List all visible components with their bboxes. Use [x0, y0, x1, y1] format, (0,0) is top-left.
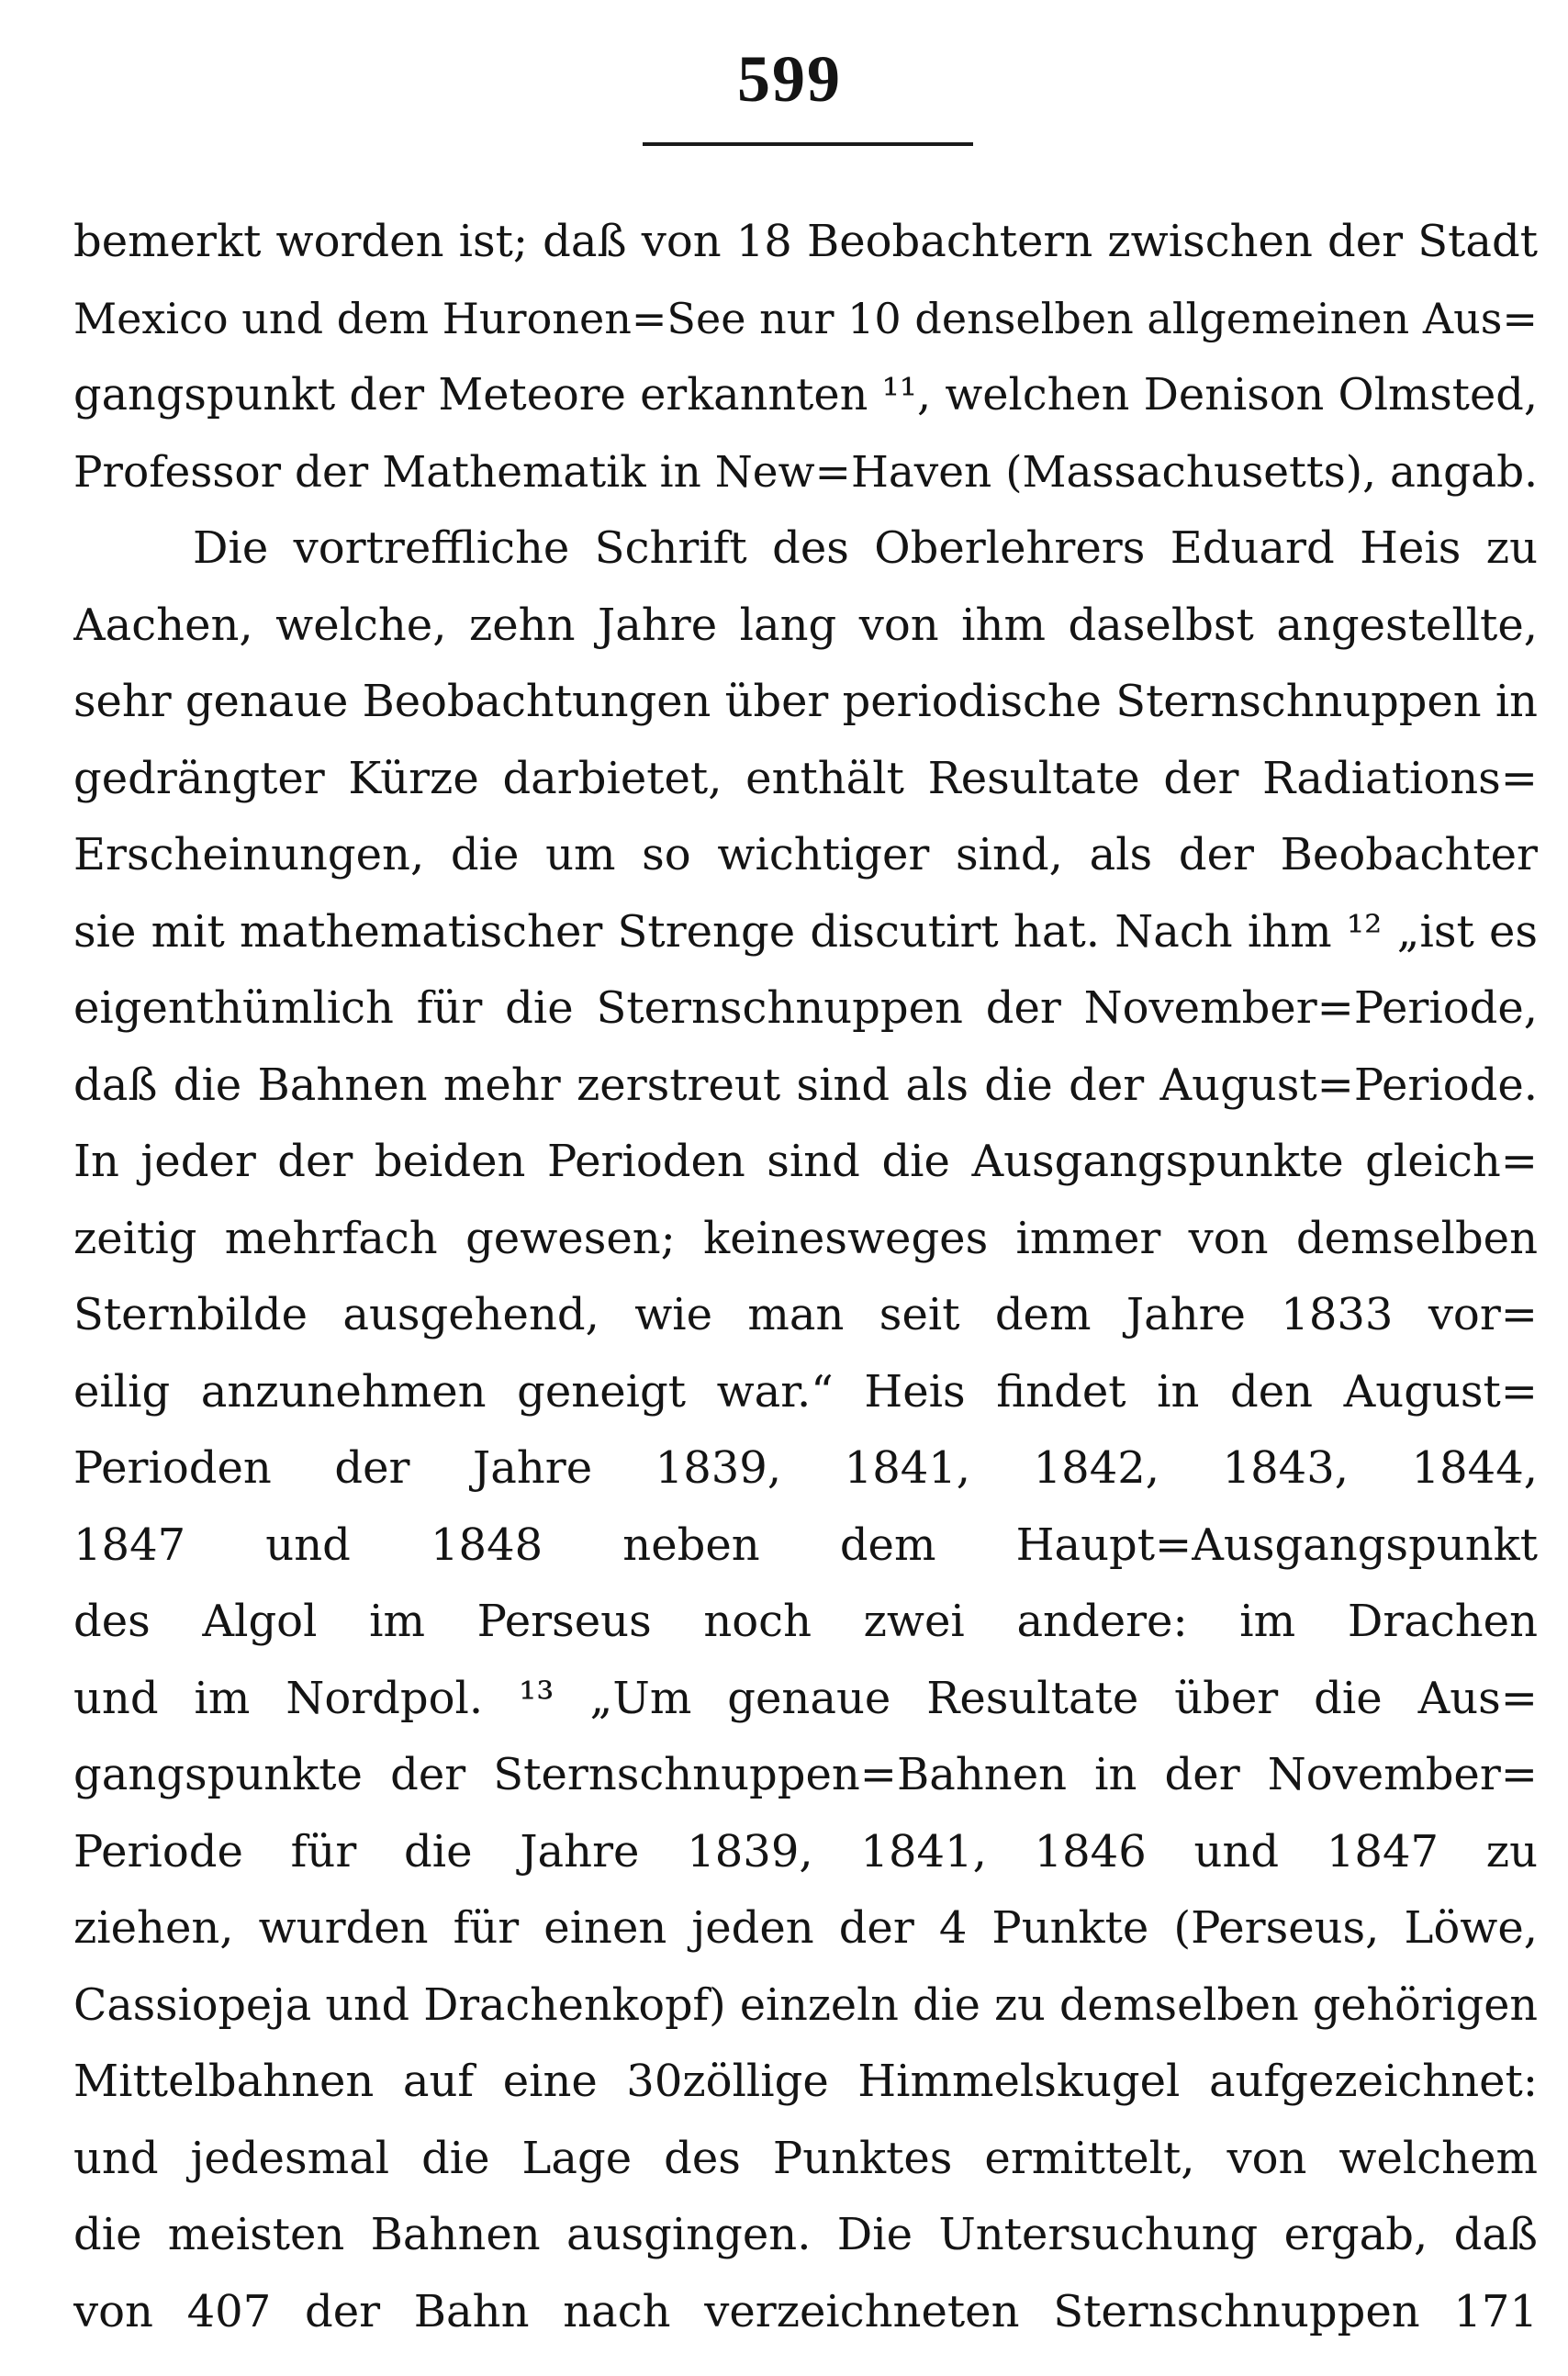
- text-line: des Algol im Perseus noch zwei andere: im Drachen: [73, 1596, 1538, 1647]
- text-line: gedrängter Kürze darbietet, enthält Resultate der Radiations=: [73, 752, 1538, 804]
- text-line: Professor der Mathematik in New=Haven (Massachusetts), angab.: [73, 446, 1538, 498]
- text-line: und im Nordpol. ¹³ „Um genaue Resultate über die Aus=: [73, 1672, 1538, 1724]
- text-line: zeitig mehrfach gewesen; keinesweges immer von demselben: [73, 1212, 1538, 1264]
- text-line: Perioden der Jahre 1839, 1841, 1842, 1843, 1844,: [73, 1442, 1538, 1494]
- text-line: Mexico und dem Huronen=See nur 10 denselben allgemeinen Aus=: [73, 293, 1538, 343]
- text-line: gangspunkte der Sternschnuppen=Bahnen in der November=: [73, 1749, 1538, 1800]
- text-line: Periode für die Jahre 1839, 1841, 1846 und 1847 zu: [73, 1825, 1538, 1877]
- text-line: Aachen, welche, zehn Jahre lang von ihm daselbst angestellte,: [73, 599, 1538, 651]
- text-line: sehr genaue Beobachtungen über periodische Sternschnuppen in: [73, 677, 1538, 727]
- body-text: [73, 204, 1538, 2350]
- page-number: 599: [737, 42, 842, 116]
- text-line: die meisten Bahnen ausgingen. Die Untersuchung ergab, daß: [73, 2209, 1538, 2260]
- text-line: In jeder der beiden Perioden sind die Ausgangspunkte gleich=: [73, 1136, 1538, 1187]
- text-line: eilig anzunehmen geneigt war.“ Heis findet in den August=: [73, 1365, 1538, 1418]
- text-line: eigenthümlich für die Sternschnuppen der November=Periode,: [73, 982, 1538, 1034]
- text-line: und jedesmal die Lage des Punktes ermittelt, von welchem: [73, 2132, 1538, 2184]
- paragraph-start-line: Die vortreffliche Schrift des Oberlehrers Eduard Heis zu: [193, 522, 1538, 574]
- text-line: Sternbilde ausgehend, wie man seit dem Jahre 1833 vor=: [73, 1289, 1538, 1340]
- text-line: gangspunkt der Meteore erkannten ¹¹, welchen Denison Olmsted,: [73, 370, 1538, 420]
- text-line: 1847 und 1848 neben dem Haupt=Ausgangspunkt: [73, 1519, 1538, 1571]
- text-line: Erscheinungen, die um so wichtiger sind, als der Beobachter: [73, 829, 1538, 880]
- text-line: Cassiopeja und Drachenkopf) einzeln die zu demselben gehörigen: [73, 1979, 1538, 2031]
- text-line: ziehen, wurden für einen jeden der 4 Punkte (Perseus, Löwe,: [73, 1902, 1538, 1954]
- text-line: bemerkt worden ist; daß von 18 Beobachtern zwischen der Stadt: [73, 216, 1538, 267]
- text-line: Mittelbahnen auf eine 30zöllige Himmelskugel aufgezeichnet:: [73, 2056, 1538, 2107]
- text-line: sie mit mathematischer Strenge discutirt hat. Nach ihm ¹² „ist es: [73, 905, 1538, 958]
- text-line: von 407 der Bahn nach verzeichneten Sternschnuppen 171: [73, 2285, 1538, 2337]
- header-rule: [643, 142, 973, 146]
- text-line: daß die Bahnen mehr zerstreut sind als die der August=Periode.: [73, 1059, 1538, 1111]
